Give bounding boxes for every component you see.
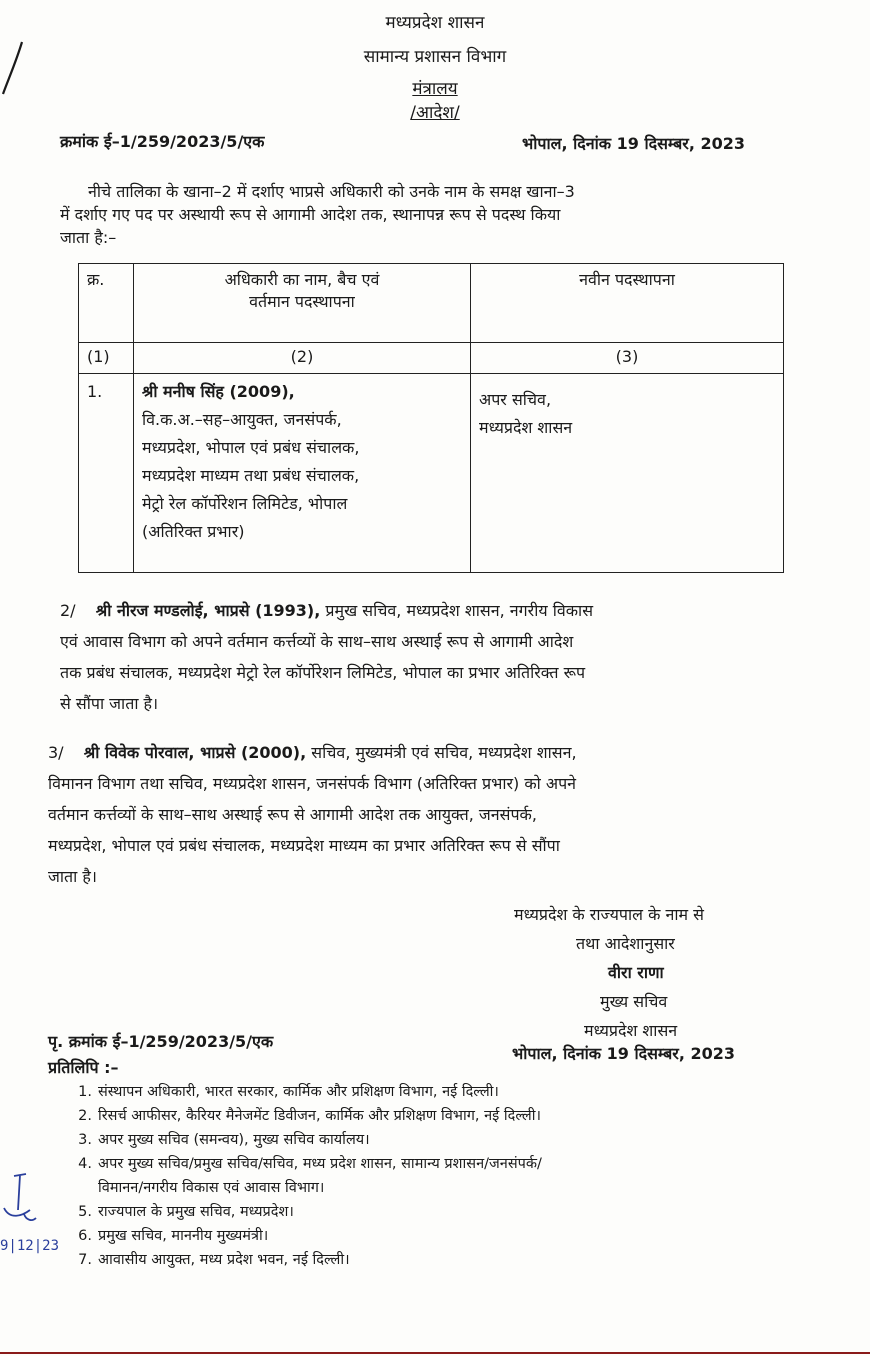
handwritten-initials (0, 1170, 40, 1240)
header-ministry: मंत्रालय (412, 79, 458, 99)
officer-name: श्री मनीष सिंह (2009), (142, 382, 295, 401)
header-order-wrap (0, 100, 870, 123)
signatory-name: वीरा राणा (608, 963, 664, 982)
current-posting-line: मध्यप्रदेश माध्यम तथा प्रबंध संचालक, (142, 466, 360, 485)
list-item-text: विमानन/नगरीय विकास एवं आवास विभाग। (98, 1180, 325, 1196)
para2-line: तक प्रबंध संचालक, मध्यप्रदेश मेट्रो रेल कॉर्पोरेशन लिमिटेड, भोपाल का प्रभार अतिरिक्त रूप (60, 663, 586, 682)
order-place-date: भोपाल, दिनांक 19 दिसम्बर, 2023 (522, 134, 745, 153)
para3-line: विमानन विभाग तथा सचिव, मध्यप्रदेश शासन, जनसंपर्क विभाग (अतिरिक्त प्रभार) को अपने (48, 774, 577, 793)
list-item-text: प्रमुख सचिव, माननीय मुख्यमंत्री। (98, 1228, 269, 1244)
header-officer-line1: अधिकारी का नाम, बैच एवं (224, 270, 380, 289)
list-item-number: 1. (78, 1084, 92, 1100)
current-posting-line: (अतिरिक्त प्रभार) (142, 522, 245, 541)
current-posting-line: वि.क.अ.–सह–आयुक्त, जनसंपर्क, (142, 410, 342, 429)
list-item-number: 2. (78, 1108, 92, 1124)
list-item (66, 1248, 542, 1272)
col-number-3: (3) (471, 343, 784, 374)
header-new-posting: नवीन पदस्थापना (471, 264, 784, 343)
signatory-designation: मुख्य सचिव (600, 992, 668, 1011)
signature-line-1: मध्यप्रदेश के राज्यपाल के नाम से (514, 905, 704, 924)
para2-number: 2/ (60, 601, 76, 620)
bottom-border (0, 1352, 870, 1354)
intro-line: नीचे तालिका के खाना–2 में दर्शाए भाप्रसे अधिकारी को उनके नाम के समक्ष खाना–3 (88, 182, 575, 201)
paragraph-2 (60, 595, 593, 719)
list-item (66, 1152, 542, 1176)
list-item (66, 1200, 542, 1224)
header-ministry-wrap (0, 76, 870, 99)
table-row (79, 374, 784, 573)
list-item (66, 1128, 542, 1152)
list-item-text: अपर मुख्य सचिव/प्रमुख सचिव/सचिव, मध्य प्रदेश शासन, सामान्य प्रशासन/जनसंपर्क/ (98, 1156, 542, 1172)
new-posting-line: अपर सचिव, (479, 390, 552, 409)
signature-line-2: तथा आदेशानुसार (576, 934, 675, 953)
list-item-text: रिसर्च आफीसर, कैरियर मैनेजमेंट डिवीजन, कार्मिक और प्रशिक्षण विभाग, नई दिल्ली। (98, 1108, 541, 1124)
para2-line: एवं आवास विभाग को अपने वर्तमान कर्त्तव्यों के साथ–साथ अस्थाई रूप से आगामी आदेश (60, 632, 574, 651)
header-officer (134, 264, 471, 343)
row-officer-cell (134, 374, 471, 573)
list-item (66, 1224, 542, 1248)
list-item-text: राज्यपाल के प्रमुख सचिव, मध्यप्रदेश। (98, 1204, 294, 1220)
table-number-row (79, 343, 784, 374)
header-serial: क्र. (79, 264, 134, 343)
list-item-number: 5. (78, 1204, 92, 1220)
table-header-row (79, 264, 784, 343)
intro-paragraph (60, 180, 575, 249)
current-posting-line: मेट्रो रेल कॉर्पोरेशन लिमिटेड, भोपाल (142, 494, 348, 513)
intro-line: जाता है:– (60, 228, 117, 247)
para3-line: जाता है। (48, 867, 97, 886)
new-posting-line: मध्यप्रदेश शासन (479, 418, 573, 437)
intro-line: में दर्शाए गए पद पर अस्थायी रूप से आगामी आदेश तक, स्थानापन्न रूप से पदस्थ किया (60, 205, 561, 224)
paragraph-3 (48, 737, 577, 892)
col-number-2: (2) (134, 343, 471, 374)
col-number-1: (1) (79, 343, 134, 374)
list-item-continuation (66, 1176, 542, 1200)
list-item-number: 3. (78, 1132, 92, 1148)
para2-line: प्रमुख सचिव, मध्यप्रदेश शासन, नगरीय विकास (325, 601, 594, 620)
list-item-number: 6. (78, 1228, 92, 1244)
posting-table (78, 263, 784, 573)
signatory-office: मध्यप्रदेश शासन (584, 1021, 678, 1040)
list-item-text: अपर मुख्य सचिव (समन्वय), मुख्य सचिव कार्यालय। (98, 1132, 370, 1148)
order-number: क्रमांक ई–1/259/2023/5/एक (60, 132, 265, 151)
header-department: सामान्य प्रशासन विभाग (363, 47, 507, 67)
endorsement-number: पृ. क्रमांक ई–1/259/2023/5/एक (48, 1032, 274, 1051)
para3-line: वर्तमान कर्त्तव्यों के साथ–साथ अस्थाई रूप से आगामी आदेश तक आयुक्त, जनसंपर्क, (48, 805, 537, 824)
para2-line: से सौंपा जाता है। (60, 694, 159, 713)
row-new-posting-cell (471, 374, 784, 573)
list-item-number: 7. (78, 1252, 92, 1268)
para3-line: मध्यप्रदेश, भोपाल एवं प्रबंध संचालक, मध्यप्रदेश माध्यम का प्रभार अतिरिक्त रूप से सौंपा (48, 836, 560, 855)
signature-block (500, 900, 800, 1045)
row-serial: 1. (79, 374, 134, 573)
para3-first-line (48, 737, 577, 768)
copy-list (66, 1080, 542, 1272)
endorsement-place-date: भोपाल, दिनांक 19 दिसम्बर, 2023 (512, 1044, 735, 1063)
para3-number: 3/ (48, 743, 64, 762)
list-item-text: संस्थापन अधिकारी, भारत सरकार, कार्मिक और प्रशिक्षण विभाग, नई दिल्ली। (98, 1084, 499, 1100)
para2-officer: श्री नीरज मण्डलोई, भाप्रसे (1993), (95, 601, 321, 620)
header-officer-line2: वर्तमान पदस्थापना (249, 292, 355, 311)
list-item (66, 1080, 542, 1104)
para3-line: सचिव, मुख्यमंत्री एवं सचिव, मध्यप्रदेश शासन, (311, 743, 577, 762)
header-order-title: /आदेश/ (410, 103, 460, 123)
list-item (66, 1104, 542, 1128)
para2-first-line (60, 595, 593, 626)
handwritten-date: 9|12|23 (0, 1238, 60, 1254)
current-posting-line: मध्यप्रदेश, भोपाल एवं प्रबंध संचालक, (142, 438, 360, 457)
list-item-text: आवासीय आयुक्त, मध्य प्रदेश भवन, नई दिल्ली। (98, 1252, 350, 1268)
header-government: मध्यप्रदेश शासन (385, 13, 485, 33)
para3-officer: श्री विवेक पोरवाल, भाप्रसे (2000), (83, 743, 307, 762)
copy-to-label: प्रतिलिपि :– (48, 1058, 119, 1077)
list-item-number: 4. (78, 1156, 92, 1172)
pen-stroke-mark (0, 38, 30, 98)
